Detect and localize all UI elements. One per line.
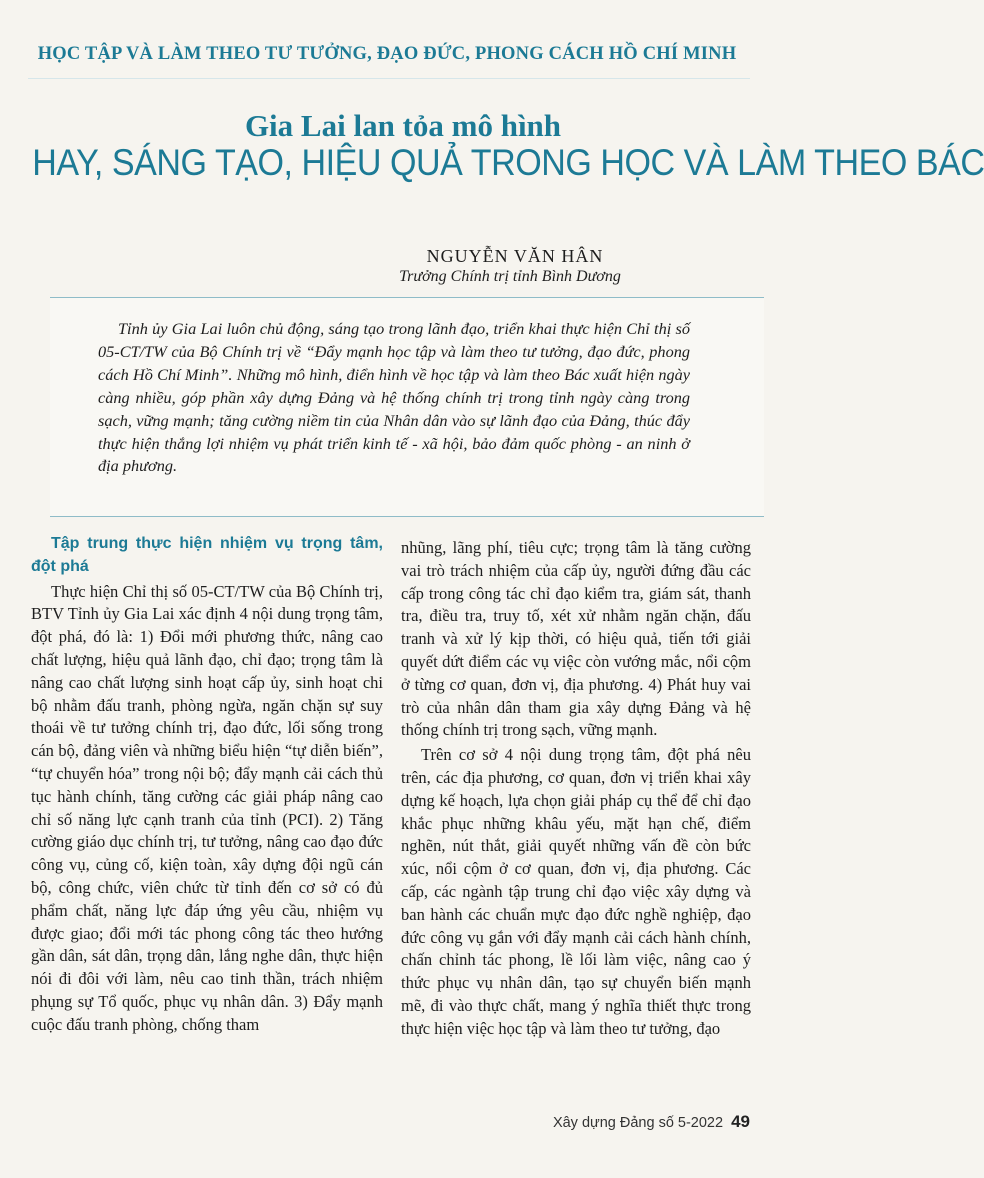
article-abstract: Tỉnh ủy Gia Lai luôn chủ động, sáng tạo trong lãnh đạo, triển khai thực hiện Chỉ thị số 05-CT/TW của Bộ Chính trị về “Đẩy mạnh học tập và làm theo tư tưởng, đạo đức, phong cách Hồ Chí Minh”. Những mô hình, điển hình về học tập và làm theo Bác xuất hiện ngày càng nhiều, góp phần xây dựng Đảng và hệ thống chính trị trong tỉnh ngày càng trong sạch, vững mạnh; tăng cường niềm tin của Nhân dân vào sự lãnh đạo của Đảng, thúc đẩy thực hiện thắng lợi nhiệm vụ phát triển kinh tế - xã hội, bảo đảm quốc phòng - an ninh ở địa phương. — [98, 319, 690, 476]
section-heading: Tập trung thực hiện nhiệm vụ trọng tâm, đột phá — [31, 535, 383, 575]
page-number: 49 — [731, 1112, 750, 1131]
header-divider — [28, 78, 750, 79]
right-column — [401, 537, 751, 1041]
article-title-line2: HAY, SÁNG TẠO, HIỆU QUẢ TRONG HỌC VÀ LÀM THEO BÁC — [32, 142, 984, 183]
author-name: NGUYỄN VĂN HÂN — [426, 246, 604, 266]
page-footer — [553, 1112, 750, 1132]
author-title: Trưởng Chính trị tỉnh Bình Dương — [399, 268, 621, 285]
article-title-line1: Gia Lai lan tỏa mô hình — [244, 108, 562, 143]
body-paragraph: Trên cơ sở 4 nội dung trọng tâm, đột phá nêu trên, các địa phương, cơ quan, đơn vị triển khai xây dựng kế hoạch, lựa chọn giải pháp cụ thể để chỉ đạo khắc phục những khâu yếu, mặt hạn chế, điểm nghẽn, nút thắt, giải quyết những vấn đề còn bức xúc, nổi cộm ở cơ quan, đơn vị, địa phương. Các cấp, các ngành tập trung chỉ đạo việc xây dựng và ban hành các chuẩn mực đạo đức nghề nghiệp, đạo đức công vụ gắn với đẩy mạnh cải cách hành chính, chấn chỉnh tác phong, lề lối làm việc, nâng cao ý thức phục vụ nhân dân, tạo sự chuyển biến mạnh mẽ, đi vào thực chất, mang ý nghĩa thiết thực trong thực hiện việc học tập và làm theo tư tưởng, đạo — [401, 745, 751, 1038]
magazine-issue: Xây dựng Đảng số 5-2022 — [552, 1115, 724, 1131]
series-header: HỌC TẬP VÀ LÀM THEO TƯ TƯỞNG, ĐẠO ĐỨC, PHONG CÁCH HỒ CHÍ MINH — [37, 44, 737, 64]
body-paragraph: Thực hiện Chỉ thị số 05-CT/TW của Bộ Chính trị, BTV Tỉnh ủy Gia Lai xác định 4 nội dung trọng tâm, đột phá, đó là: 1) Đổi mới phương thức, nâng cao chất lượng, hiệu quả lãnh đạo, chỉ đạo; trọng tâm là nâng cao chất lượng sinh hoạt cấp ủy, sinh hoạt chi bộ nhằm đấu tranh, phòng ngừa, ngăn chặn sự suy thoái về tư tưởng chính trị, đạo đức, lối sống trong cán bộ, đảng viên và những biểu hiện “tự diễn biến”, “tự chuyển hóa” trong nội bộ; đẩy mạnh cải cách thủ tục hành chính, tăng cường các giải pháp nâng cao chỉ số năng lực cạnh tranh của tỉnh (PCI). 2) Tăng cường giáo dục chính trị, tư tưởng, nâng cao đạo đức công vụ, củng cố, kiện toàn, xây dựng đội ngũ cán bộ, công chức, viên chức từ tỉnh đến cơ sở có đủ phẩm chất, năng lực đáp ứng yêu cầu, nhiệm vụ được giao; đổi mới tác phong công tác theo hướng gần dân, sát dân, trọng dân, lắng nghe dân, thực hiện nói đi đôi với làm, nêu cao tinh thần, trách nhiệm phụng sự Tổ quốc, phục vụ nhân dân. 3) Đẩy mạnh cuộc đấu tranh phòng, chống tham — [31, 581, 383, 1034]
left-column — [31, 533, 383, 1037]
body-paragraph: nhũng, lãng phí, tiêu cực; trọng tâm là tăng cường vai trò trách nhiệm của cấp ủy, người đứng đầu các cấp trong công tác chỉ đạo kiểm tra, giám sát, thanh tra, điều tra, truy tố, xét xử nhằm ngăn chặn, đấu tranh và xử lý kịp thời, có hiệu quả, tiến tới giải quyết dứt điểm các vụ việc còn vướng mắc, nổi cộm ở từng cơ quan, đơn vị, địa phương. 4) Phát huy vai trò của nhân dân tham gia xây dựng Đảng và hệ thống chính trị trong sạch, vững mạnh. — [401, 538, 751, 740]
